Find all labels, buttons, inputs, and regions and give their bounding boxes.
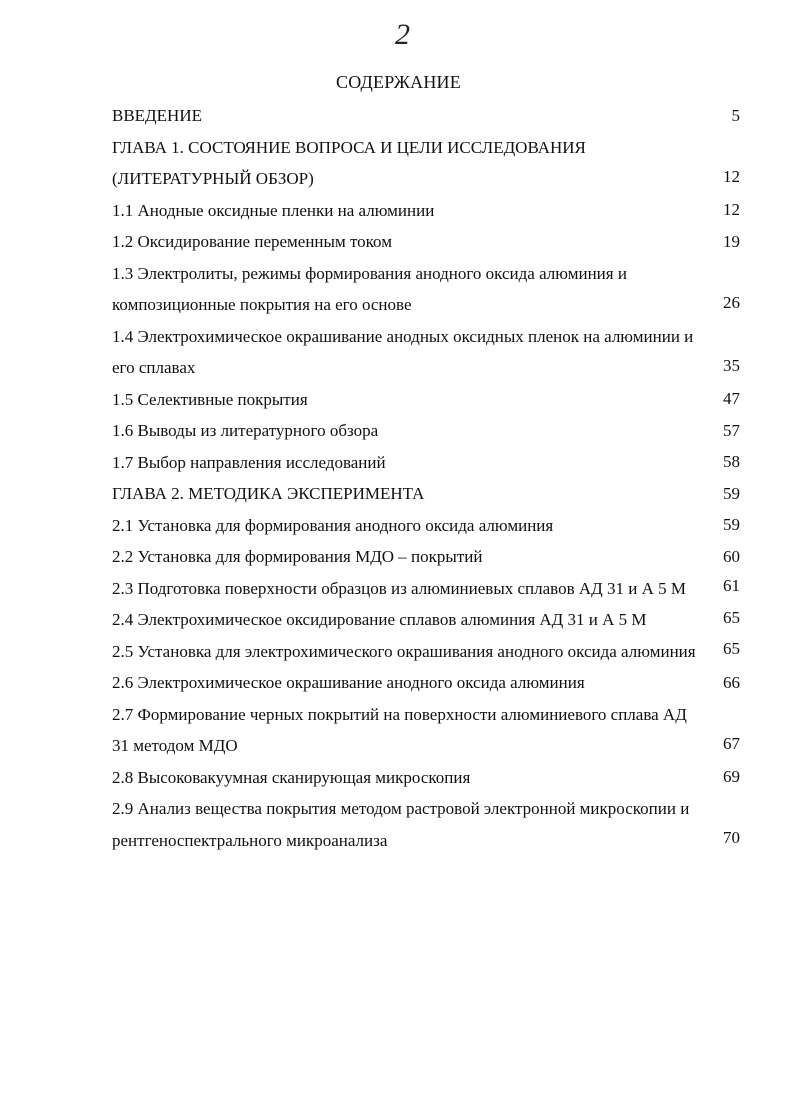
toc-entry-title: 1.2 Оксидирование переменным током [112,232,392,251]
toc-entry-page: 60 [723,546,740,566]
toc-entry-title: ГЛАВА 2. МЕТОДИКА ЭКСПЕРИМЕНТА [112,484,425,503]
toc-entry-1-2 [112,226,742,258]
toc-entry-page: 59 [723,515,740,534]
toc-entry-page: 59 [723,483,740,503]
toc-entry-chapter-1 [112,132,742,195]
toc-entry-title: ВВЕДЕНИЕ [112,106,202,125]
toc-entry-chapter-2 [112,478,742,510]
toc-entry-2-2 [112,541,742,573]
toc-entry-page: 67 [723,733,740,753]
toc-entry-page: 5 [731,105,740,125]
table-of-contents [112,100,742,856]
toc-entry-page: 65 [723,639,740,658]
toc-entry-title: ГЛАВА 1. СОСТОЯНИЕ ВОПРОСА И ЦЕЛИ ИССЛЕДОВАНИЯ (ЛИТЕРАТУРНЫЙ ОБЗОР) [112,137,586,188]
page-title: СОДЕРЖАНИЕ [336,72,461,92]
toc-entry-1-5 [112,384,742,416]
toc-entry-title: 1.7 Выбор направления исследований [112,452,386,472]
toc-entry-page: 69 [723,767,740,786]
toc-entry-title: 2.3 Подготовка поверхности образцов из алюминиевых сплавов АД 31 и А 5 М [112,578,686,598]
toc-entry-title: 2.1 Установка для формирования анодного оксида алюминия [112,515,554,535]
toc-entry-title: 1.4 Электрохимическое окрашивание анодных оксидных пленок на алюминии и его сплавах [112,326,694,377]
toc-entry-page: 70 [723,828,740,847]
toc-entry-2-5 [112,636,742,668]
toc-entry-2-7 [112,699,742,762]
toc-entry-page: 12 [723,200,740,219]
toc-entry-title: 1.6 Выводы из литературного обзора [112,421,379,440]
toc-entry-title: 1.5 Селективные покрытия [112,389,308,409]
toc-entry-title: 2.4 Электрохимическое оксидирование сплавов алюминия АД 31 и А 5 М [112,610,647,629]
toc-entry-2-3 [112,573,742,605]
toc-entry-page: 58 [723,452,740,471]
toc-entry-page: 57 [723,420,740,440]
toc-entry-introduction [112,100,742,132]
toc-entry-title: 2.6 Электрохимическое окрашивание анодного оксида алюминия [112,673,585,692]
toc-entry-title: 2.8 Высоковакуумная сканирующая микроскопия [112,767,471,787]
toc-entry-title: 1.3 Электролиты, режимы формирования анодного оксида алюминия и композиционные покрытия на его основе [112,263,627,314]
toc-entry-title: 2.9 Анализ вещества покрытия методом растровой электронной микроскопии и рентгеноспектрального микроанализа [112,799,690,850]
toc-entry-2-9 [112,793,742,856]
toc-entry-page: 66 [723,672,740,692]
toc-entry-title: 2.7 Формирование черных покрытий на поверхности алюминиевого сплава АД 31 методом МДО [112,704,687,755]
toc-entry-1-1 [112,195,742,227]
toc-entry-title: 2.5 Установка для электрохимического окрашивания анодного оксида алюминия [112,641,696,661]
toc-entry-2-6 [112,667,742,699]
toc-entry-1-7 [112,447,742,479]
toc-entry-2-8 [112,762,742,794]
toc-entry-2-4 [112,604,742,636]
toc-entry-1-4 [112,321,742,384]
toc-entry-1-6 [112,415,742,447]
toc-entry-page: 26 [723,292,740,312]
toc-entry-title: 1.1 Анодные оксидные пленки на алюминии [112,200,435,220]
toc-entry-page: 12 [723,166,740,186]
toc-entry-page: 47 [723,389,740,408]
toc-entry-2-1 [112,510,742,542]
toc-entry-page: 65 [723,607,740,627]
toc-entry-1-3 [112,258,742,321]
toc-entry-title: 2.2 Установка для формирования МДО – покрытий [112,547,483,566]
toc-entry-page: 19 [723,231,740,251]
toc-entry-page: 61 [723,576,740,595]
toc-entry-page: 35 [723,355,740,375]
handwritten-page-number: 2 [395,18,410,51]
